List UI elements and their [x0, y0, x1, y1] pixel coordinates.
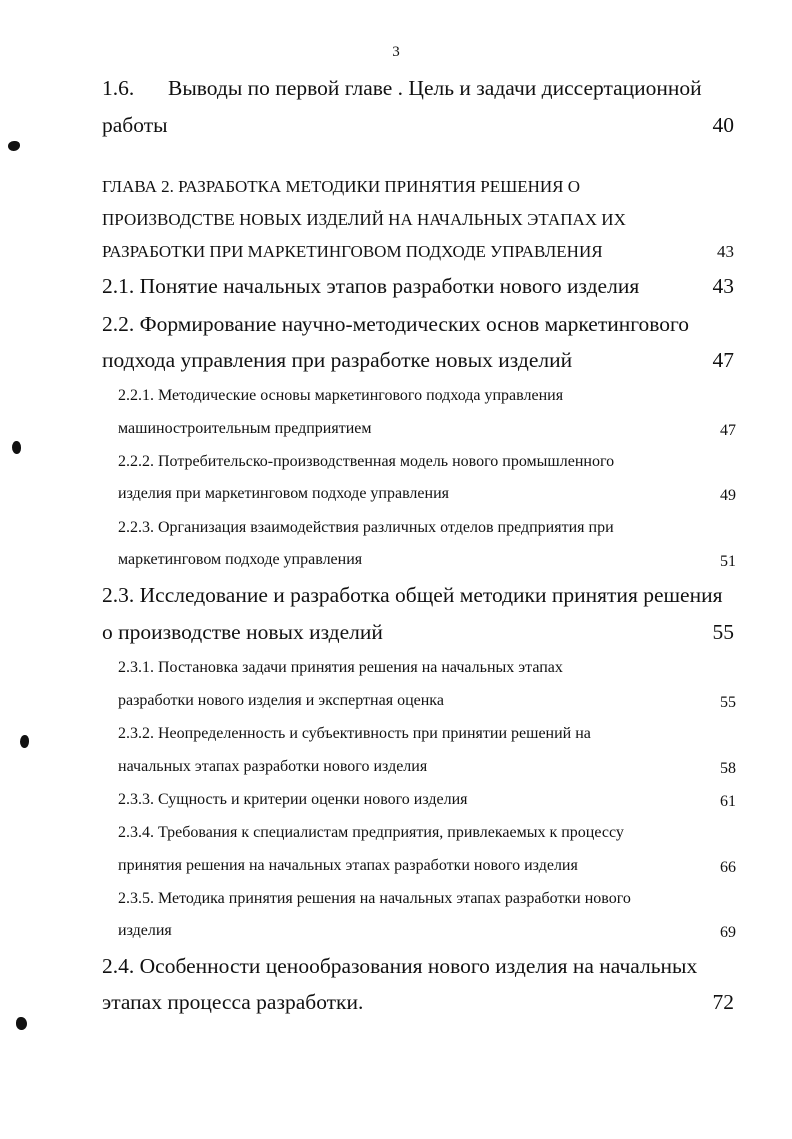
page-number: 3 — [392, 44, 400, 60]
toc-entry-number: 1.6. — [102, 76, 135, 100]
toc-entry-page: 49 — [720, 487, 736, 504]
toc-entry-title: 2.4. Особенности ценообразования нового изделия на начальных — [102, 954, 698, 978]
toc-entry-title-continued: подхода управления при разработке новых изделий — [102, 348, 573, 372]
toc-entry-title-continued: работы — [102, 113, 168, 137]
toc-entry-title-continued: изделия — [118, 922, 172, 939]
scan-artifact — [8, 141, 20, 151]
toc-entry-title: 2.3.3. Сущность и критерии оценки нового изделия — [118, 791, 468, 808]
toc-entry-title-continued: о производстве новых изделий — [102, 620, 383, 644]
toc-entry-title-continued: этапах процесса разработки. — [102, 990, 364, 1014]
toc-entry-page: 55 — [712, 620, 734, 644]
toc-entry-title-continued: маркетинговом подходе управления — [118, 551, 363, 568]
toc-entry-title: 2.2. Формирование научно-методических основ маркетингового — [102, 312, 690, 336]
toc-entry-page: 58 — [720, 760, 736, 777]
scan-artifact — [20, 735, 29, 748]
toc-entry-title: 2.3.2. Неопределенность и субъективность при принятии решений на — [118, 725, 591, 742]
chapter-title-line-3: РАЗРАБОТКИ ПРИ МАРКЕТИНГОВОМ ПОДХОДЕ УПРАВЛЕНИЯ — [102, 242, 603, 261]
toc-entry-page: 72 — [712, 990, 734, 1014]
toc-entry-title-text: Выводы по первой главе . Цель и задачи диссертационной — [168, 76, 702, 100]
toc-entry-title: 2.2.1. Методические основы маркетингового подхода управления — [118, 387, 564, 404]
toc-entry-page: 51 — [720, 553, 736, 570]
toc-entry-title-continued: изделия при маркетинговом подходе управления — [118, 485, 449, 502]
toc-entry-title: 2.3.5. Методика принятия решения на начальных этапах разработки нового — [118, 890, 631, 907]
toc-entry-title: 2.2.2. Потребительско-производственная модель нового промышленного — [118, 453, 615, 470]
toc-entry-page: 69 — [720, 924, 736, 941]
chapter-title-line-1: ГЛАВА 2. РАЗРАБОТКА МЕТОДИКИ ПРИНЯТИЯ РЕШЕНИЯ О — [102, 177, 581, 196]
toc-entry-page: 43 — [712, 274, 734, 298]
scan-artifact — [16, 1017, 27, 1030]
toc-entry-page: 43 — [717, 242, 734, 261]
toc-entry-page: 61 — [720, 793, 736, 810]
toc-entry-page: 47 — [720, 422, 736, 439]
toc-entry-title-continued: начальных этапах разработки нового изделия — [118, 758, 428, 775]
toc-entry-title-continued: принятия решения на начальных этапах разработки нового изделия — [118, 857, 578, 874]
toc-entry-title: 2.2.3. Организация взаимодействия различных отделов предприятия при — [118, 519, 614, 536]
toc-entry-title — [102, 76, 702, 101]
toc-entry-title: 2.3.4. Требования к специалистам предприятия, привлекаемых к процессу — [118, 824, 624, 841]
toc-entry-page: 66 — [720, 859, 736, 876]
toc-entry-title: 2.3.1. Постановка задачи принятия решения на начальных этапах — [118, 659, 563, 676]
toc-entry-title-continued: разработки нового изделия и экспертная оценка — [118, 692, 444, 709]
scan-artifact — [12, 441, 21, 454]
chapter-title-line-2: ПРОИЗВОДСТВЕ НОВЫХ ИЗДЕЛИЙ НА НАЧАЛЬНЫХ ЭТАПАХ ИХ — [102, 210, 626, 229]
toc-entry-title: 2.3. Исследование и разработка общей методики принятия решения — [102, 583, 723, 607]
toc-entry-page: 40 — [712, 113, 734, 137]
toc-entry-title-continued: машиностроительным предприятием — [118, 420, 372, 437]
toc-entry-title: 2.1. Понятие начальных этапов разработки нового изделия — [102, 274, 640, 298]
toc-entry-page: 55 — [720, 694, 736, 711]
toc-entry-page: 47 — [712, 348, 734, 372]
